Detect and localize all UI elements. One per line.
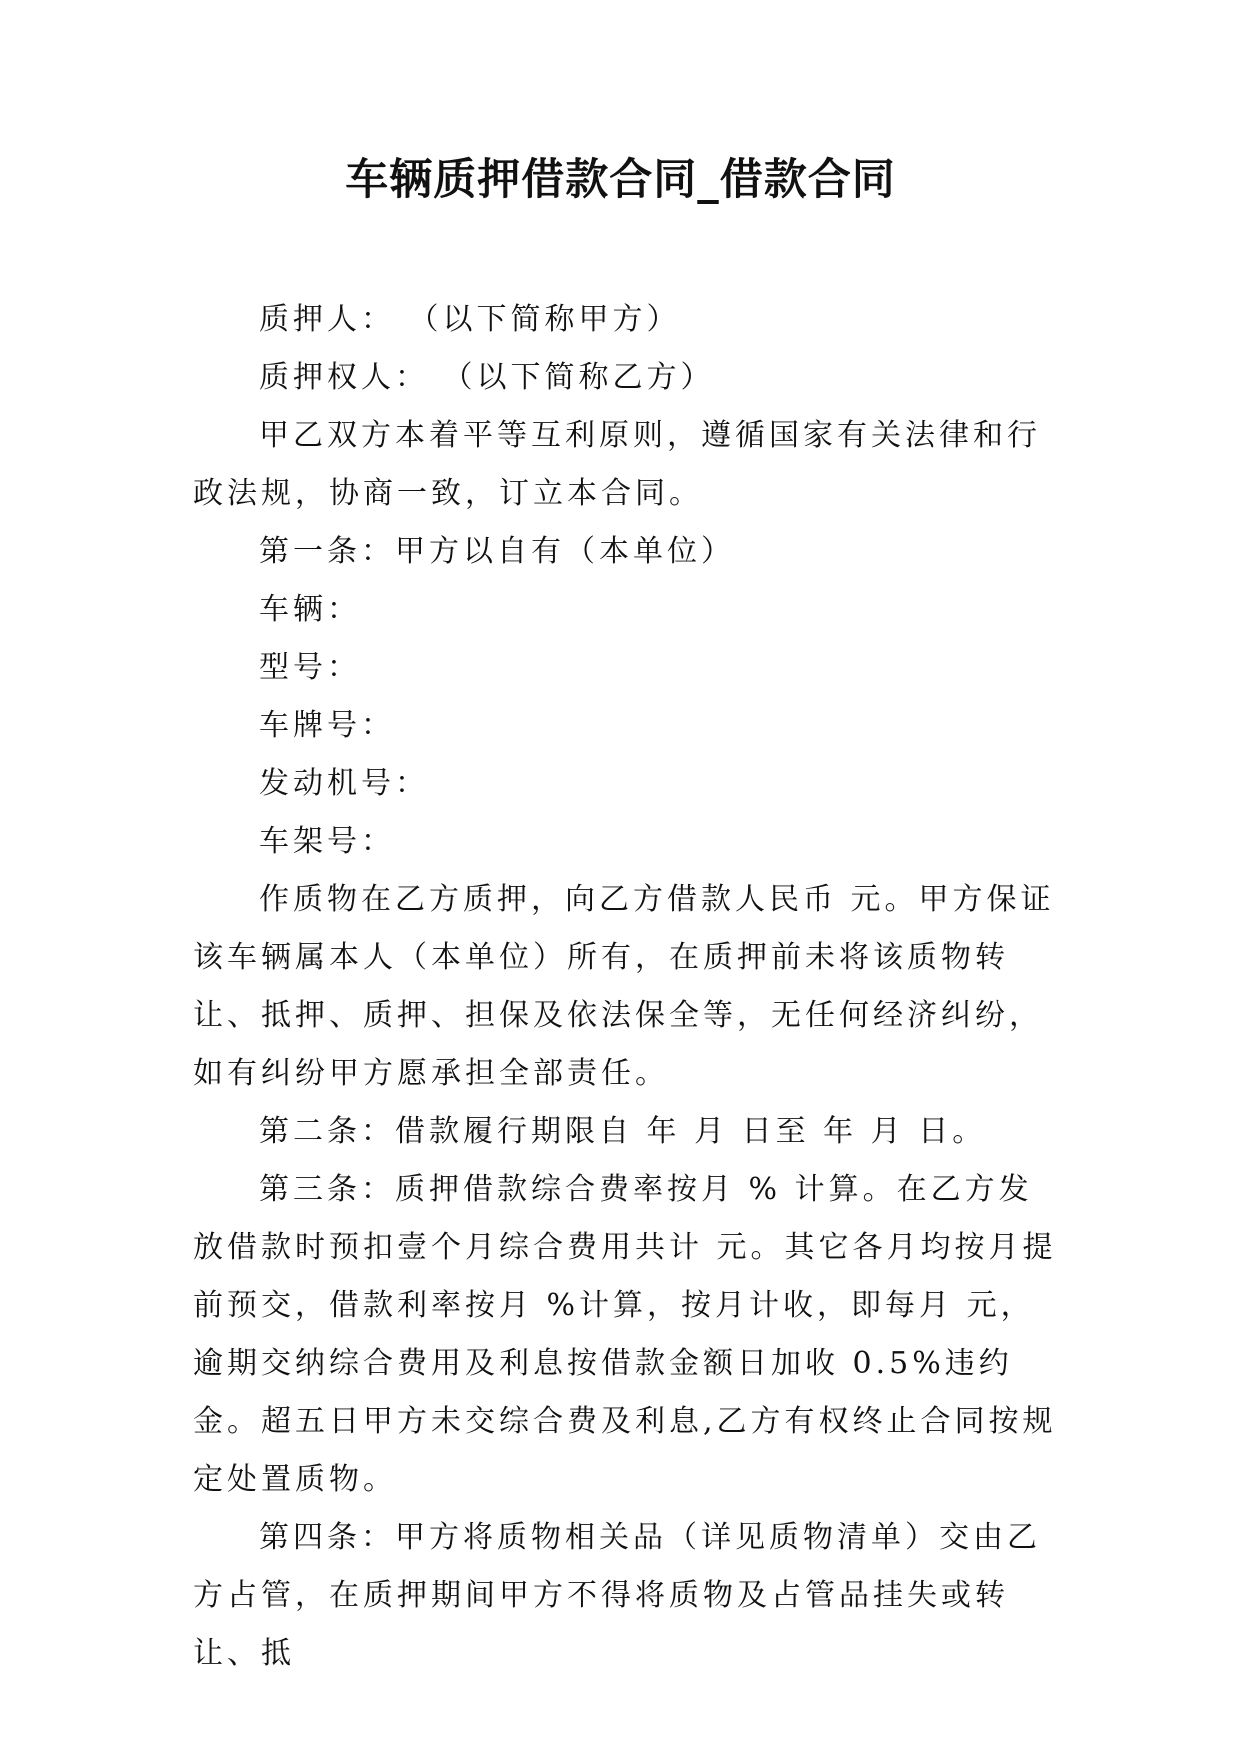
preamble-paragraph: 甲乙双方本着平等互利原则，遵循国家有关法律和行政法规，协商一致，订立本合同。 [193, 418, 1041, 511]
frame-number-field: 车架号： [259, 824, 395, 859]
pledge-guarantee-paragraph: 作质物在乙方质押，向乙方借款人民币 元。甲方保证该车辆属本人（本单位）所有，在质押前未将该质物转让、抵押、质押、担保及依法保全等，无任何经济纠纷，如有纠纷甲方愿承担全部责任。 [193, 882, 1055, 1091]
pledgor-line: 质押人： （以下简称甲方） [259, 302, 681, 337]
model-field: 型号： [259, 650, 361, 685]
article-3-paragraph: 第三条：质押借款综合费率按月 % 计算。在乙方发放借款时预扣壹个月综合费用共计 元。其它各月均按月提前预交，借款利率按月 %计算，按月计收，即每月 元，逾期交纳综合费用及利息按借款金额日加收 0.5%违约金。超五日甲方未交综合费及利息,乙方有权终止合同按规定处置质物。 [193, 1172, 1057, 1497]
pledgee-line: 质押权人： （以下简称乙方） [259, 360, 715, 395]
vehicle-field: 车辆： [259, 592, 361, 627]
plate-number-field: 车牌号： [259, 708, 395, 743]
article-4-paragraph: 第四条：甲方将质物相关品（详见质物清单）交由乙方占管，在质押期间甲方不得将质物及占管品挂失或转让、抵 [193, 1520, 1041, 1671]
document-body [193, 291, 1063, 1683]
engine-number-field: 发动机号： [259, 766, 429, 801]
article-1-heading: 第一条：甲方以自有（本单位） [259, 534, 735, 569]
document-title: 车辆质押借款合同_借款合同 [345, 155, 896, 205]
article-2-paragraph: 第二条：借款履行期限自 年 月 日至 年 月 日。 [259, 1114, 987, 1149]
